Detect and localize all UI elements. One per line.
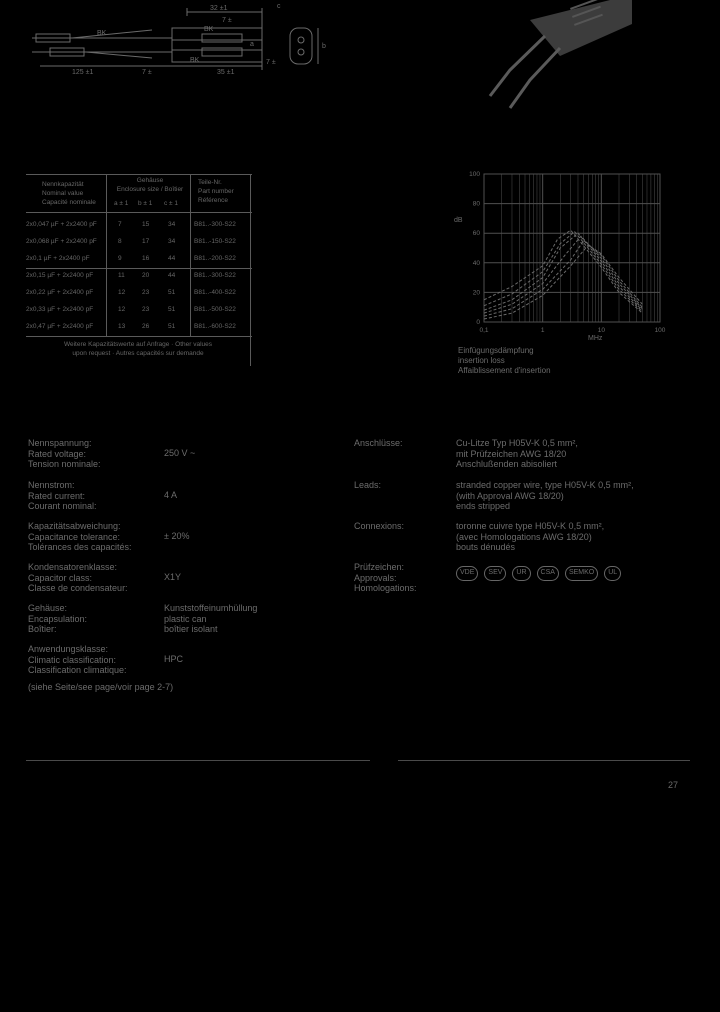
y-tick-label: 80: [472, 200, 480, 208]
row-5-c: 51: [168, 306, 176, 313]
approval-marks: [456, 566, 621, 581]
row-5-ref: B81..-500-S22: [194, 306, 236, 313]
header-nominal-de: Nennkapazität: [42, 181, 84, 188]
header-nominal-en: Nominal value: [42, 190, 84, 197]
spec-climatic-value: HPC: [164, 654, 184, 664]
capacitance-table: [26, 168, 254, 364]
leads-fr-line-2: (avec Homologations AWG 18/20): [456, 531, 592, 542]
row-6-ref: B81..-600-S22: [194, 323, 236, 330]
header-partno-en: Part number: [198, 188, 234, 195]
spec-current-value: 4 A: [164, 490, 178, 500]
row-1-c: 34: [168, 238, 176, 245]
header-enclosure-en: Enclosure size / Boîtier: [116, 186, 184, 193]
series-line-4: [484, 232, 642, 312]
specs-right: [354, 438, 694, 603]
chart-caption-de: Einfügungsdämpfung: [458, 346, 534, 355]
spec-leads-en: [354, 480, 694, 521]
semko-mark-icon: SEMKO: [565, 566, 598, 581]
spec-encap-label-en: Encapsulation:: [28, 613, 88, 624]
row-4-cap: 2x0,22 µF + 2x2400 pF: [26, 289, 94, 296]
x-axis-unit: MHz: [588, 335, 603, 342]
spec-approvals: [354, 562, 694, 603]
spec-class-label-de: Kondensatorenklasse:: [28, 562, 118, 572]
lead-wire-right: [510, 48, 560, 108]
spec-encap-label-fr: Boîtier:: [28, 624, 57, 634]
row-6-c: 51: [168, 323, 176, 330]
label-right-length: 35 ±1: [217, 69, 235, 76]
vde-mark-icon: VDE: [456, 566, 478, 581]
row-4-c: 51: [168, 289, 176, 296]
spec-voltage-value: 250 V ~: [164, 448, 196, 458]
y-axis-unit: dB: [454, 217, 463, 224]
insertion-loss-chart: [440, 164, 680, 346]
label-bk-bottom: BK: [190, 57, 200, 64]
x-tick-label: 100: [654, 327, 666, 334]
spec-voltage-label-fr: Tension nominale:: [28, 459, 101, 469]
spec-climatic-class: [28, 644, 328, 682]
spec-voltage-label-en: Rated voltage:: [28, 448, 87, 459]
csa-mark-icon: CSA: [537, 566, 559, 581]
spec-tolerance-label-fr: Tolérances des capacités:: [28, 542, 132, 552]
spec-current-label-fr: Courant nominal:: [28, 501, 97, 511]
x-tick-label: 10: [597, 327, 605, 334]
series-line-1: [484, 241, 642, 317]
row-4-b: 23: [142, 289, 150, 296]
leads-label-fr: Connexions:: [354, 521, 405, 531]
spec-tolerance: [28, 521, 328, 562]
spec-voltage-label-de: Nennspannung:: [28, 438, 92, 448]
ur-mark-icon: UR: [512, 566, 530, 581]
label-dim-c: c: [277, 3, 281, 10]
leads-fr-line-1: toronne cuivre type H05V-K 0,5 mm²,: [456, 521, 605, 531]
spec-leads-de: [354, 438, 694, 480]
spec-rated-voltage: [28, 438, 328, 480]
row-3-cap: 2x0,15 µF + 2x2400 pF: [26, 272, 94, 279]
ul-mark-icon: UL: [604, 566, 621, 581]
spec-class-label-en: Capacitor class:: [28, 572, 93, 583]
y-tick-label: 20: [472, 289, 480, 297]
approvals-label-en: Approvals:: [354, 572, 397, 583]
spec-capacitor-class: [28, 562, 328, 603]
row-4-ref: B81..-400-S22: [194, 289, 236, 296]
label-d-dim: 7 ±: [222, 17, 232, 24]
row-5-b: 23: [142, 306, 150, 313]
leads-de-line-3: Anschlußenden abisoliert: [456, 459, 558, 469]
label-e-dim: 7 ±: [266, 59, 276, 66]
row-3-c: 44: [168, 272, 176, 279]
label-left-length: 125 ±1: [72, 69, 94, 76]
row-1-b: 17: [142, 238, 150, 245]
series-line-5: [484, 230, 642, 313]
approvals-label-de: Prüfzeichen:: [354, 562, 405, 572]
leads-de-line-1: Cu-Litze Typ H05V-K 0,5 mm²,: [456, 438, 578, 448]
spec-tolerance-label-de: Kapazitätsabweichung:: [28, 521, 121, 531]
header-partno-de: Teile-Nr.: [198, 179, 222, 186]
spec-tolerance-value: ± 20%: [164, 531, 190, 541]
spec-climatic-label-de: Anwendungsklasse:: [28, 644, 109, 654]
lead-wire-left: [490, 36, 545, 96]
capacitor-body: [530, 0, 632, 56]
header-partno-fr: Référence: [198, 197, 228, 204]
header-sub-c: c ± 1: [164, 200, 179, 207]
header-sub-a: a ± 1: [114, 200, 129, 207]
product-photo: [470, 0, 640, 110]
row-1-a: 8: [118, 238, 122, 245]
row-2-a: 9: [118, 255, 122, 262]
spec-rated-current: [28, 480, 328, 521]
spec-leads-fr: [354, 521, 694, 562]
table-footnote-1: Weitere Kapazitätswerte auf Anfrage · Other values: [63, 341, 212, 348]
row-0-cap: 2x0,047 µF + 2x2400 pF: [26, 221, 97, 228]
spec-class-value: X1Y: [164, 572, 182, 582]
row-0-c: 34: [168, 221, 176, 228]
y-tick-label: 0: [476, 319, 480, 326]
capacitor-body-outline: [172, 28, 262, 62]
leads-de-line-2: mit Prüfzeichen AWG 18/20: [456, 448, 567, 459]
row-3-b: 20: [142, 272, 150, 279]
label-dim-a: a: [250, 41, 254, 48]
row-1-cap: 2x0,068 µF + 2x2400 pF: [26, 238, 97, 245]
leads-fr-line-3: bouts dénudés: [456, 542, 516, 552]
header-nominal-fr: Capacité nominale: [42, 199, 96, 206]
series-line-3: [484, 233, 642, 310]
leads-label-en: Leads:: [354, 480, 382, 490]
plot-frame: [484, 174, 660, 322]
row-6-cap: 2x0,47 µF + 2x2400 pF: [26, 323, 94, 330]
y-tick-label: 40: [472, 259, 480, 267]
spec-page-reference: (siehe Seite/see page/voir page 2-7): [28, 682, 174, 692]
footer-rule-right: [398, 760, 690, 761]
label-dim-b: b: [322, 43, 326, 50]
label-bk-top: BK: [97, 30, 107, 37]
chart-caption: [458, 346, 551, 376]
x-tick-label: 0,1: [479, 327, 489, 334]
row-2-c: 44: [168, 255, 176, 262]
spec-tolerance-label-en: Capacitance tolerance:: [28, 531, 121, 542]
row-2-b: 16: [142, 255, 150, 262]
chart-caption-fr: Affaiblissement d'insertion: [458, 366, 551, 375]
label-mid-length: 7 ±: [142, 69, 152, 76]
approvals-label-fr: Homologations:: [354, 583, 417, 593]
row-5-cap: 2x0,33 µF + 2x2400 pF: [26, 306, 94, 313]
y-tick-label: 60: [472, 230, 480, 238]
spec-current-label-de: Nennstrom:: [28, 480, 75, 490]
row-6-a: 13: [118, 323, 126, 330]
spec-class-label-fr: Classe de condensateur:: [28, 583, 128, 593]
dimension-drawing: [22, 0, 332, 80]
table-footnote-2: upon request · Autres capacités sur demande: [72, 350, 204, 357]
spec-climatic-label-en: Climatic classification:: [28, 654, 117, 665]
specs-left: [28, 438, 328, 693]
leads-en-line-2: (with Approval AWG 18/20): [456, 490, 564, 501]
spec-encap-value-fr: boîtier isolant: [164, 624, 218, 634]
row-0-a: 7: [118, 221, 122, 228]
spec-encap-label-de: Gehäuse:: [28, 603, 68, 613]
spec-encap-value-en: plastic can: [164, 613, 207, 624]
footer-rule-left: [26, 760, 370, 761]
leads-en-line-3: ends stripped: [456, 501, 511, 511]
row-2-ref: B81..-200-S22: [194, 255, 236, 262]
label-top-dim: 32 ±1: [210, 5, 228, 12]
series-line-0: [484, 245, 642, 319]
page-number: 27: [668, 780, 679, 790]
header-sub-b: b ± 1: [138, 200, 153, 207]
row-1-ref: B81..-150-S22: [194, 238, 236, 245]
x-tick-label: 1: [540, 327, 545, 334]
spec-encap-value-de: Kunststoffeinumhüllung: [164, 603, 258, 613]
spec-encapsulation: [28, 603, 328, 644]
spec-current-label-en: Rated current:: [28, 490, 86, 501]
spec-climatic-label-fr: Classification climatique:: [28, 665, 127, 675]
leads-label-de: Anschlüsse:: [354, 438, 403, 448]
row-3-a: 11: [118, 272, 125, 279]
row-0-b: 15: [142, 221, 150, 228]
y-tick-label: 100: [469, 171, 480, 178]
label-bk-mid: BK: [204, 26, 214, 33]
end-view: [290, 28, 312, 64]
row-5-a: 12: [118, 306, 126, 313]
row-3-ref: B81..-300-S22: [194, 272, 236, 279]
row-4-a: 12: [118, 289, 126, 296]
row-6-b: 26: [142, 323, 150, 330]
row-2-cap: 2x0,1 µF + 2x2400 pF: [26, 255, 90, 262]
chart-caption-en: insertion loss: [458, 356, 505, 365]
row-0-ref: B81..-300-S22: [194, 221, 236, 228]
leads-en-line-1: stranded copper wire, type H05V-K 0,5 mm²,: [456, 480, 634, 490]
sev-mark-icon: SEV: [484, 566, 506, 581]
header-enclosure-de: Gehäuse: [136, 177, 164, 184]
